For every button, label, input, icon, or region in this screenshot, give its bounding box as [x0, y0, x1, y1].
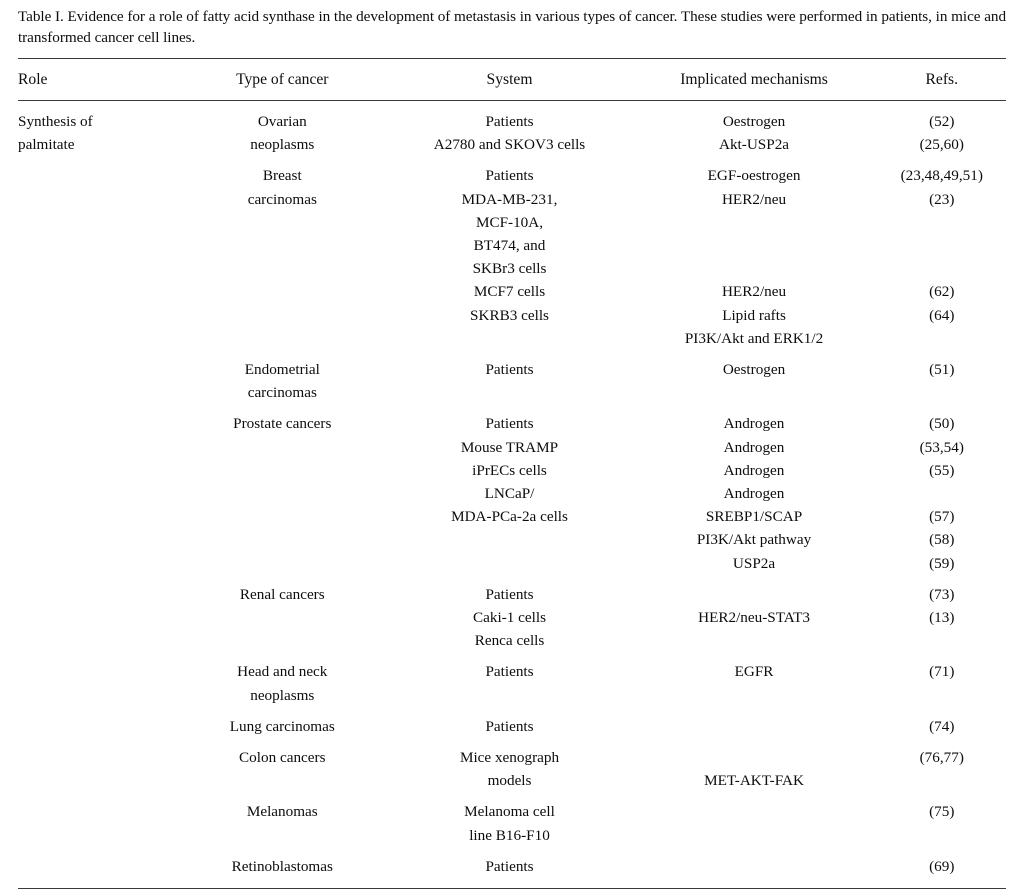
cell-sys: Renca cells — [474, 632, 545, 650]
cell-role — [18, 652, 176, 683]
cell-sys: Patients — [485, 585, 534, 603]
cell-mech — [631, 575, 878, 606]
cell-mech: PI3K/Akt and ERK1/2 — [684, 329, 824, 347]
cell-sys: iPrECs cells — [472, 461, 547, 479]
cell-type — [176, 257, 388, 280]
table-body — [18, 101, 1006, 878]
cell-refs — [878, 381, 1006, 404]
cell-type — [176, 436, 388, 459]
cell-role — [18, 257, 176, 280]
cell-role: Synthesis of — [18, 113, 93, 130]
cell-role — [18, 327, 176, 350]
cell-type: carcinomas — [247, 384, 317, 402]
column-header-role: Role — [18, 71, 48, 88]
cell-mech — [631, 234, 878, 257]
cell-refs: (62) — [929, 283, 955, 301]
cell-refs: (50) — [929, 415, 955, 433]
cell-sys: Patients — [485, 361, 534, 379]
cell-sys: line B16-F10 — [469, 826, 550, 844]
column-header-type: Type of cancer — [236, 71, 329, 88]
cell-sys: Patients — [485, 717, 534, 735]
cell-sys — [388, 552, 630, 575]
cell-mech: HER2/neu — [721, 283, 787, 301]
cell-role — [18, 684, 176, 707]
table-row — [18, 505, 1006, 528]
table-row — [18, 234, 1006, 257]
cell-mech: PI3K/Akt pathway — [696, 531, 812, 549]
table-row — [18, 188, 1006, 211]
cell-type: Prostate cancers — [233, 415, 332, 433]
cell-role — [18, 211, 176, 234]
cell-sys: SKRB3 cells — [470, 306, 549, 324]
table-row — [18, 156, 1006, 187]
cell-sys: MDA-MB-231, — [461, 190, 558, 208]
cell-type: Ovarian — [257, 113, 307, 130]
cell-refs: (64) — [929, 306, 955, 324]
cell-refs — [878, 482, 1006, 505]
table-row — [18, 381, 1006, 404]
table-row — [18, 211, 1006, 234]
cell-sys — [388, 327, 630, 350]
cell-mech: USP2a — [732, 554, 776, 572]
cell-type — [176, 528, 388, 551]
cell-role — [18, 459, 176, 482]
cell-role — [18, 792, 176, 823]
cell-type — [176, 769, 388, 792]
cell-sys: Patients — [485, 663, 534, 681]
table-row — [18, 769, 1006, 792]
cell-refs: (76,77) — [919, 749, 964, 767]
cell-refs: (55) — [929, 461, 955, 479]
cell-mech: HER2/neu-STAT3 — [698, 609, 810, 627]
header-row — [18, 59, 1006, 100]
cell-mech: Androgen — [723, 415, 785, 433]
cell-mech: Akt-USP2a — [719, 136, 790, 154]
spacer-cell — [18, 101, 1006, 110]
cell-mech: HER2/neu — [721, 190, 787, 208]
cell-role — [18, 847, 176, 878]
cell-role — [18, 575, 176, 606]
cell-role — [18, 552, 176, 575]
column-header-mechanisms: Implicated mechanisms — [680, 71, 828, 88]
table-row — [18, 133, 1006, 156]
cell-mech — [631, 847, 878, 878]
cell-role — [18, 482, 176, 505]
cell-sys: Mouse TRAMP — [460, 438, 559, 456]
table-row — [18, 436, 1006, 459]
cell-role — [18, 381, 176, 404]
cell-role — [18, 436, 176, 459]
cell-refs: (23) — [929, 190, 955, 208]
evidence-table-body — [18, 101, 1006, 878]
cell-type: Lung carcinomas — [229, 717, 335, 735]
cell-refs — [878, 327, 1006, 350]
table-row — [18, 684, 1006, 707]
cell-sys: Mice xenograph — [459, 749, 560, 767]
cell-refs — [878, 824, 1006, 847]
cell-type: Breast — [262, 167, 302, 185]
cell-mech: Androgen — [723, 485, 785, 503]
cell-type — [176, 824, 388, 847]
cell-role — [18, 234, 176, 257]
cell-refs — [878, 769, 1006, 792]
cell-role — [18, 156, 176, 187]
cell-role — [18, 528, 176, 551]
cell-role — [18, 304, 176, 327]
cell-refs — [878, 234, 1006, 257]
cell-type — [176, 629, 388, 652]
cell-role — [18, 280, 176, 303]
cell-type — [176, 482, 388, 505]
cell-type — [176, 459, 388, 482]
table-row — [18, 528, 1006, 551]
cell-type — [176, 606, 388, 629]
table-row — [18, 404, 1006, 435]
cell-refs: (51) — [929, 361, 955, 379]
cell-refs: (73) — [929, 585, 955, 603]
cell-role — [18, 629, 176, 652]
cell-sys: Melanoma cell — [464, 803, 555, 821]
table-row — [18, 327, 1006, 350]
cell-sys: Patients — [485, 167, 534, 185]
cell-refs: (25,60) — [919, 136, 964, 154]
cell-sys: Patients — [485, 857, 534, 875]
cell-type: carcinomas — [247, 190, 317, 208]
cell-refs — [878, 684, 1006, 707]
cell-refs: (52) — [929, 113, 955, 130]
cell-refs: (23,48,49,51) — [900, 167, 983, 185]
cell-mech — [631, 381, 878, 404]
cell-role — [18, 606, 176, 629]
cell-mech — [631, 211, 878, 234]
cell-mech: Androgen — [723, 438, 785, 456]
table-row — [18, 459, 1006, 482]
cell-mech — [631, 707, 878, 738]
cell-mech: EGFR — [734, 663, 774, 681]
cell-sys: MCF-10A, — [475, 213, 544, 231]
cell-sys: A2780 and SKOV3 cells — [433, 136, 586, 154]
column-header-refs: Refs. — [925, 71, 958, 88]
table-row — [18, 575, 1006, 606]
body-top-spacer — [18, 101, 1006, 110]
cell-sys — [388, 528, 630, 551]
cell-type: neoplasms — [250, 136, 315, 154]
cell-role — [18, 350, 176, 381]
table-row — [18, 629, 1006, 652]
table-row — [18, 738, 1006, 769]
cell-type — [176, 327, 388, 350]
table-row — [18, 482, 1006, 505]
cell-role — [18, 505, 176, 528]
cell-mech: MET-AKT-FAK — [704, 772, 804, 790]
cell-sys: Caki-1 cells — [473, 609, 546, 627]
cell-refs: (59) — [929, 554, 955, 572]
cell-type: Renal cancers — [239, 585, 325, 603]
cell-mech — [631, 738, 878, 769]
cell-mech — [631, 629, 878, 652]
cell-mech: SREBP1/SCAP — [705, 508, 803, 526]
cell-sys: BT474, and — [473, 237, 546, 255]
cell-type: neoplasms — [250, 686, 315, 704]
table-row — [18, 110, 1006, 133]
cell-role — [18, 404, 176, 435]
cell-refs: (71) — [929, 663, 955, 681]
cell-type: Melanomas — [246, 803, 318, 821]
cell-type: Retinoblastomas — [231, 857, 333, 875]
table-row — [18, 707, 1006, 738]
cell-role — [18, 188, 176, 211]
table-row — [18, 280, 1006, 303]
cell-refs — [878, 629, 1006, 652]
cell-mech: Androgen — [723, 461, 785, 479]
cell-type — [176, 211, 388, 234]
table-caption: Table I. Evidence for a role of fatty acid synthase in the development of metastasis in various types of cancer. These studies were performed in patients, in mice and transformed cancer cell lines. — [18, 8, 1006, 46]
cell-mech — [631, 792, 878, 823]
cell-sys: models — [487, 772, 532, 790]
cell-refs: (74) — [929, 717, 955, 735]
cell-sys: Patients — [485, 113, 534, 130]
table-row — [18, 552, 1006, 575]
table-row — [18, 652, 1006, 683]
cell-role — [18, 738, 176, 769]
table-row — [18, 350, 1006, 381]
cell-role — [18, 769, 176, 792]
cell-role — [18, 707, 176, 738]
table-row — [18, 304, 1006, 327]
cell-refs — [878, 211, 1006, 234]
cell-role: palmitate — [18, 136, 75, 154]
cell-type — [176, 234, 388, 257]
cell-type — [176, 280, 388, 303]
table-row — [18, 257, 1006, 280]
cell-sys: MDA-PCa-2a cells — [451, 508, 568, 526]
table-row — [18, 792, 1006, 823]
cell-sys: Patients — [485, 415, 534, 433]
cell-mech — [631, 824, 878, 847]
cell-type — [176, 304, 388, 327]
evidence-table — [18, 59, 1006, 100]
cell-sys: SKBr3 cells — [472, 260, 547, 278]
cell-mech: Oestrogen — [722, 361, 786, 379]
cell-refs: (58) — [929, 531, 955, 549]
cell-type — [176, 505, 388, 528]
cell-refs: (13) — [929, 609, 955, 627]
cell-mech: Oestrogen — [722, 113, 786, 130]
table-row — [18, 606, 1006, 629]
cell-refs: (75) — [929, 803, 955, 821]
cell-type: Head and neck — [237, 663, 328, 681]
column-header-system: System — [486, 71, 533, 88]
cell-mech: EGF-oestrogen — [707, 167, 801, 185]
table-header — [18, 59, 1006, 100]
cell-refs: (53,54) — [919, 438, 964, 456]
cell-refs: (69) — [929, 857, 955, 875]
cell-type — [176, 552, 388, 575]
cell-sys: LNCaP/ — [484, 485, 535, 503]
table-row — [18, 847, 1006, 878]
cell-refs — [878, 257, 1006, 280]
cell-mech: Lipid rafts — [722, 306, 786, 324]
cell-role — [18, 824, 176, 847]
cell-refs: (57) — [929, 508, 955, 526]
cell-mech — [631, 684, 878, 707]
cell-sys — [388, 684, 630, 707]
cell-type: Endometrial — [244, 361, 320, 379]
cell-type: Colon cancers — [239, 749, 326, 767]
cell-sys — [388, 381, 630, 404]
cell-sys: MCF7 cells — [473, 283, 546, 301]
table-row — [18, 824, 1006, 847]
cell-mech — [631, 257, 878, 280]
